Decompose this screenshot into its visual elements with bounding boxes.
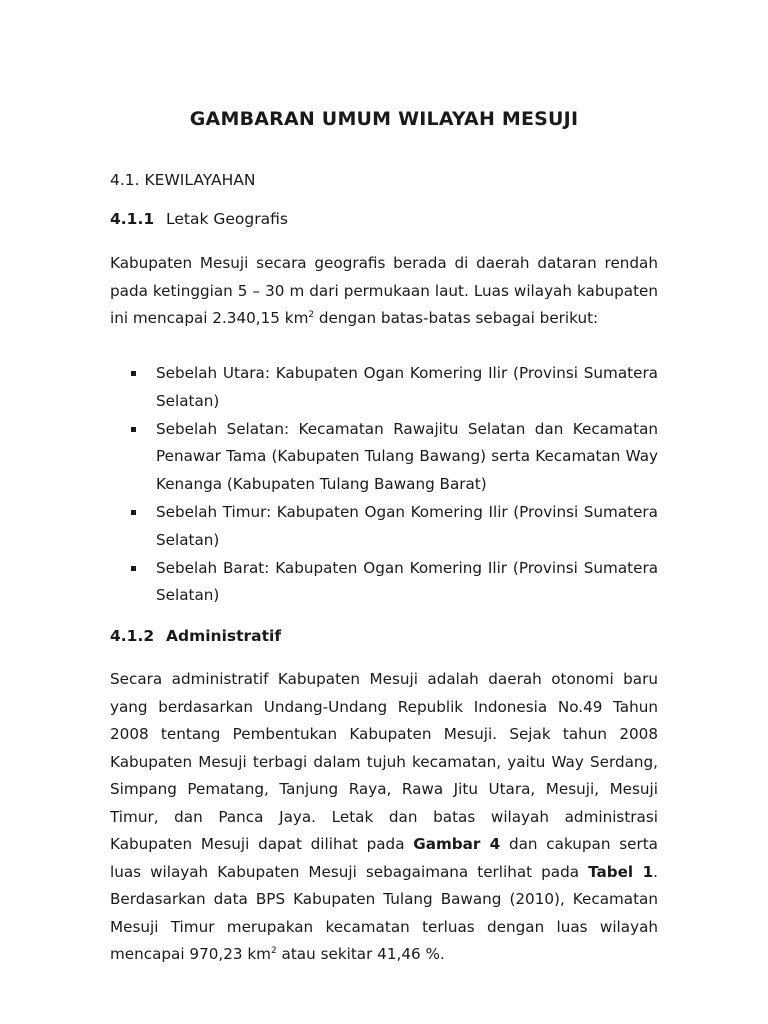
list-item: [110, 360, 658, 416]
list-item: [110, 555, 658, 611]
figure-reference: Gambar 4: [413, 835, 501, 853]
paragraph-geografis: [110, 250, 658, 333]
bullet-square-icon: [131, 510, 136, 515]
subsection-heading-letak-geografis: [110, 210, 288, 228]
paragraph-administratif: [110, 666, 658, 969]
paragraph-text: dengan batas-batas sebagai berikut:: [314, 309, 599, 327]
paragraph-text: . Berdasarkan data BPS Kabupaten Tulang Bawang (2010), Kecamatan Mesuji Timur merupakan kecamatan terluas dengan luas wilayah mencapai 970,23 km: [110, 862, 658, 963]
boundary-list: [110, 360, 658, 610]
superscript: 2: [308, 310, 315, 320]
paragraph-text: atau sekitar 41,46 %.: [276, 945, 445, 963]
list-item-text: Sebelah Barat: Kabupaten Ogan Komering Ilir (Provinsi Sumatera Selatan): [156, 558, 658, 605]
bullet-square-icon: [131, 427, 136, 432]
page-title: GAMBARAN UMUM WILAYAH MESUJI: [189, 108, 579, 130]
paragraph-text: Kabupaten Mesuji secara geografis berada di daerah dataran rendah pada ketinggian 5 – 30 m dari permukaan laut. Luas wilayah kabupaten ini mencapai 2.340,15 km: [110, 254, 658, 327]
section-heading: 4.1. KEWILAYAHAN: [110, 171, 256, 189]
list-item-text: Sebelah Utara: Kabupaten Ogan Komering Ilir (Provinsi Sumatera Selatan): [156, 364, 658, 410]
subsection-number: 4.1.2: [110, 627, 155, 645]
list-item-text: Sebelah Timur: Kabupaten Ogan Komering Ilir (Provinsi Sumatera Selatan): [156, 502, 658, 549]
subsection-number: 4.1.1: [110, 210, 155, 228]
list-item: [110, 499, 658, 555]
bullet-square-icon: [131, 566, 136, 571]
paragraph-text: Secara administratif Kabupaten Mesuji adalah daerah otonomi baru yang berdasarkan Undang-Undang Republik Indonesia No.49 Tahun 2008 tentang Pembentukan Kabupaten Mesuji. Sejak tahun 2008 Kabupaten Mesuji terbagi dalam tujuh kecamatan, yaitu Way Serdang, Simpang Pematang, Tanjung Raya, Rawa Jitu Utara, Mesuji, Mesuji Timur, dan Panca Jaya. Letak dan batas wilayah administrasi Kabupaten Mesuji dapat dilihat pada: [110, 670, 658, 853]
superscript: 2: [270, 946, 277, 956]
subsection-label: Letak Geografis: [166, 210, 288, 228]
bullet-square-icon: [131, 371, 136, 376]
list-item: [110, 416, 658, 499]
subsection-label: Administratif: [166, 627, 282, 645]
subsection-heading-administratif: [110, 627, 281, 645]
paragraph-text: dan cakupan serta luas wilayah Kabupaten Mesuji sebagaimana terlihat pada: [110, 835, 658, 881]
table-reference: Tabel 1: [588, 862, 654, 881]
list-item-text: Sebelah Selatan: Kecamatan Rawajitu Selatan dan Kecamatan Penawar Tama (Kabupaten Tulang Bawang) serta Kecamatan Way Kenanga (Kabupaten Tulang Bawang Barat): [156, 419, 658, 494]
